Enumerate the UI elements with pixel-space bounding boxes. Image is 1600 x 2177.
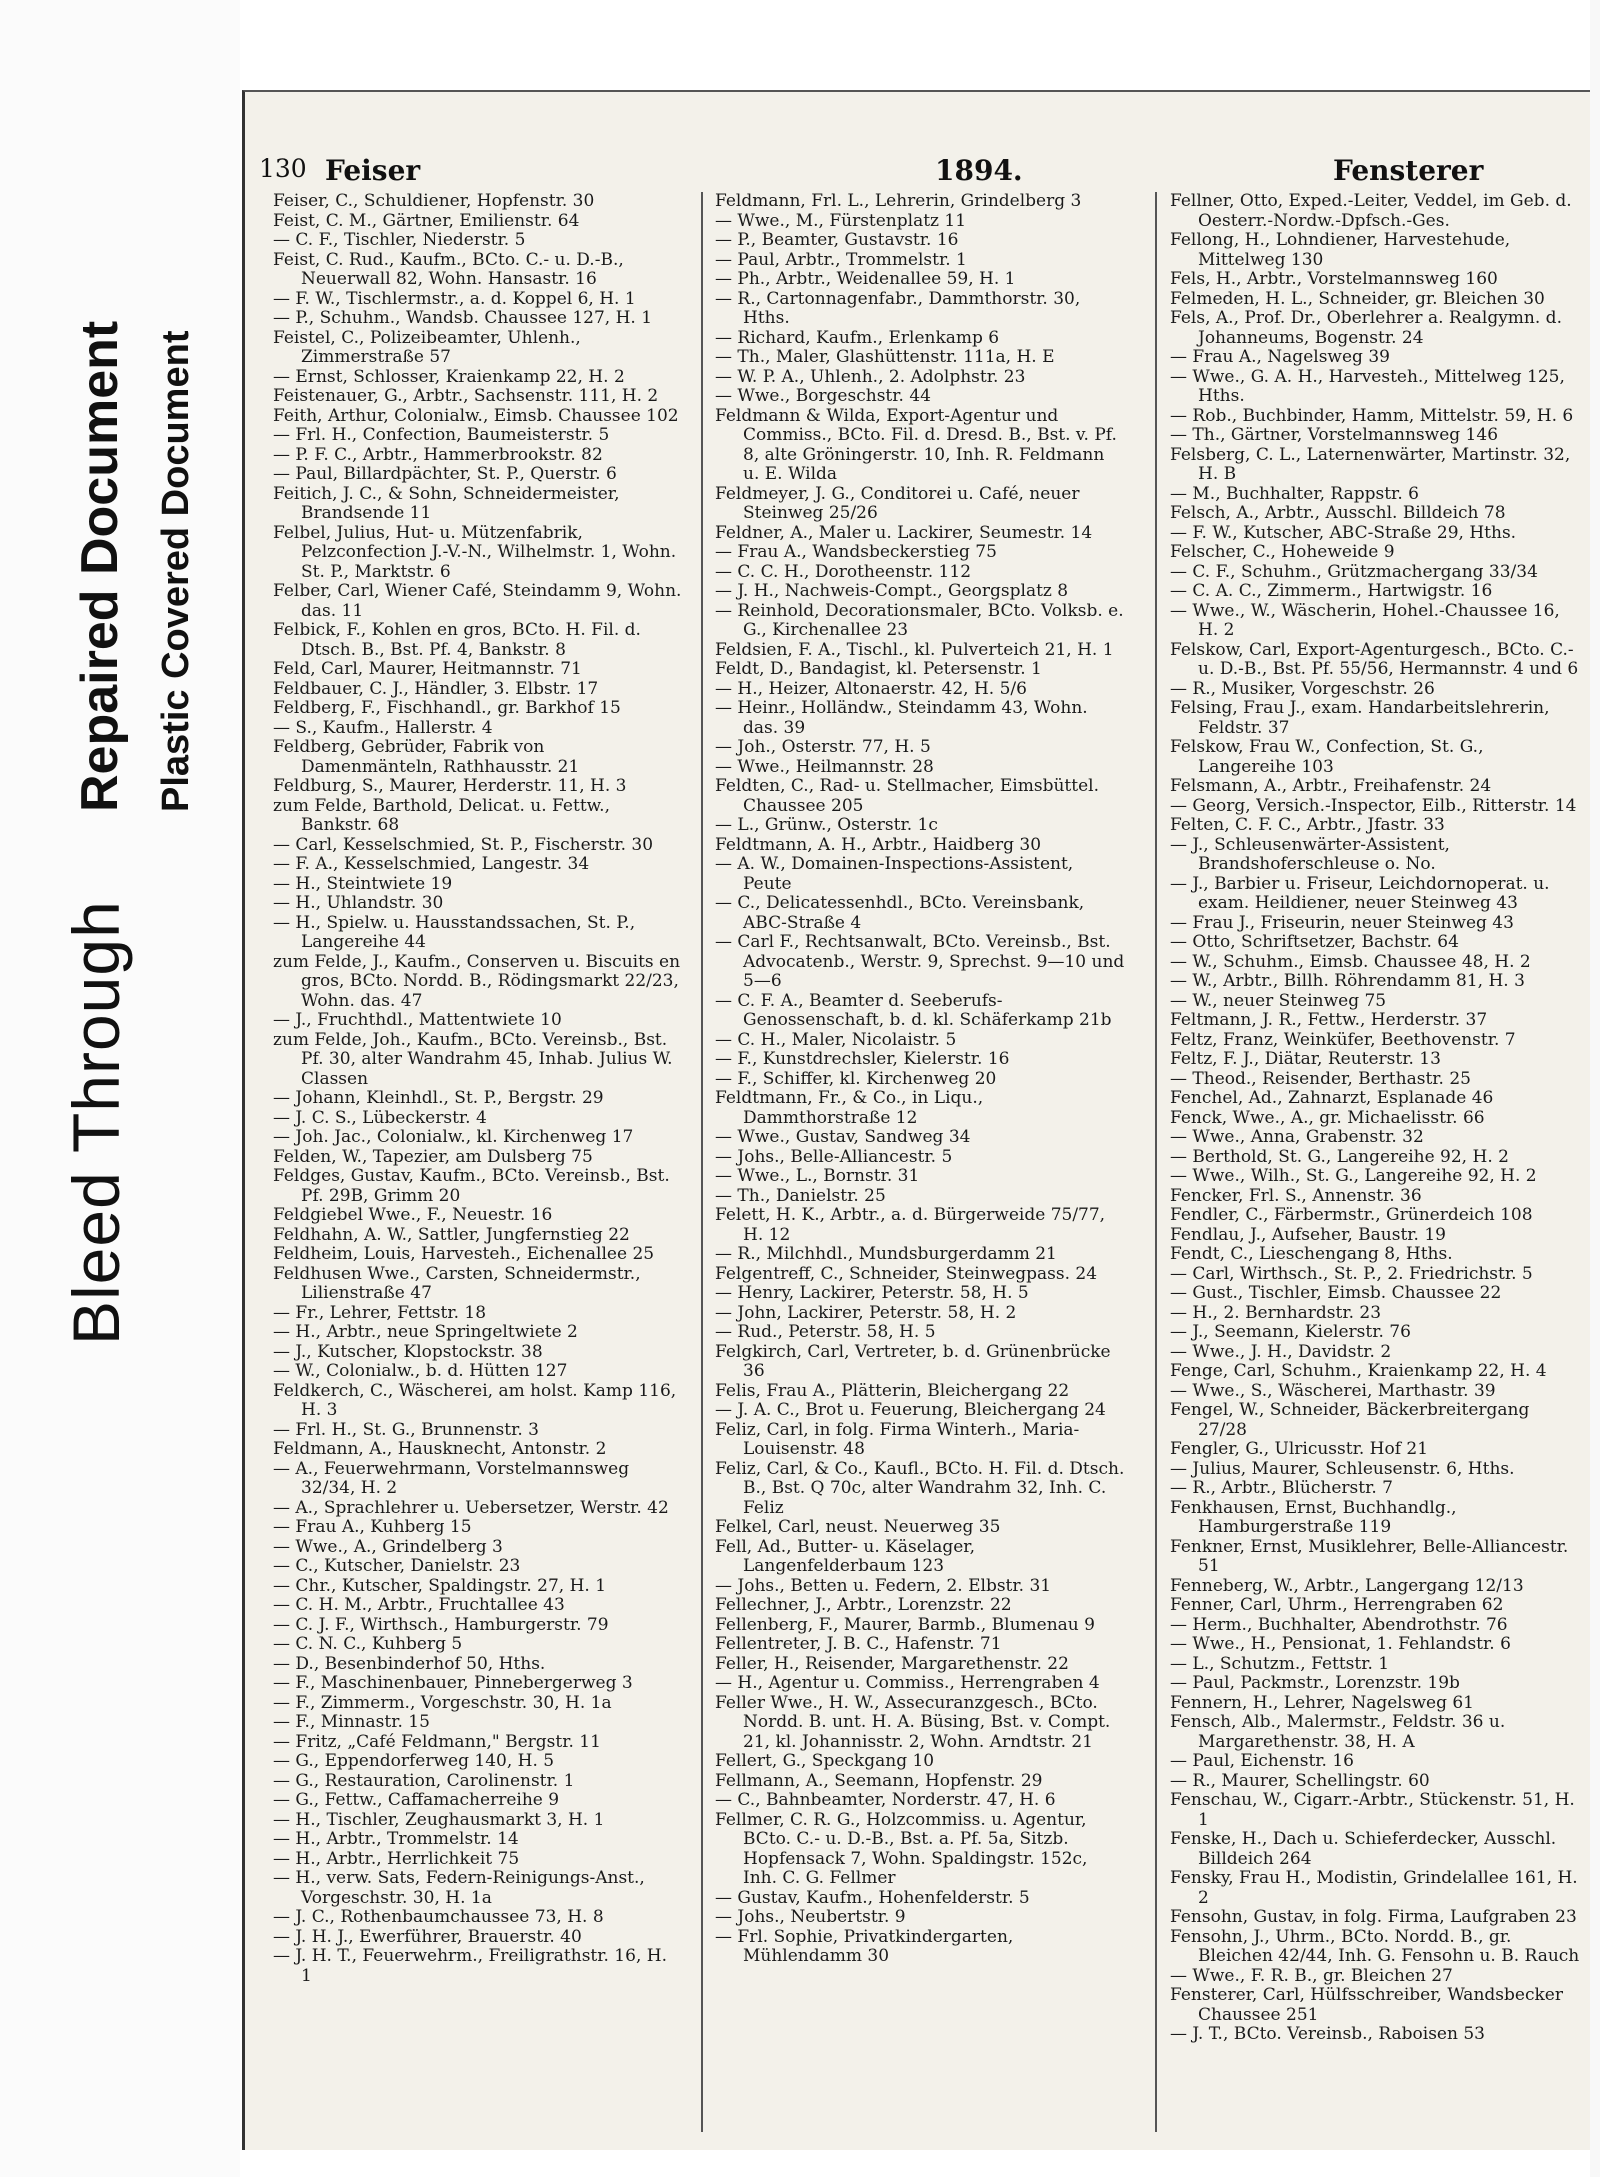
directory-entry: — Wwe., W., Wäscherin, Hohel.-Chaussee 16, H. 2 — [1170, 600, 1560, 640]
directory-entry: — W. P. A., Uhlenh., 2. Adolphstr. 23 — [715, 366, 1026, 387]
directory-entry: — H., Arbtr., Herrlichkeit 75 — [273, 1848, 520, 1869]
directory-entry: Feltz, F. J., Diätar, Reuterstr. 13 — [1170, 1049, 1441, 1069]
directory-entry: Felten, C. F. C., Arbtr., Jfastr. 33 — [1170, 815, 1445, 835]
directory-entry: — Herm., Buchhalter, Abendrothstr. 76 — [1170, 1614, 1508, 1635]
directory-entry: — L., Grünw., Osterstr. 1c — [715, 815, 938, 835]
directory-entry: Feldtmann, A. H., Arbtr., Haidberg 30 — [715, 834, 1042, 855]
directory-entry: — R., Cartonnagenfabr., Dammthorstr. 30, Hths. — [715, 288, 1081, 328]
directory-entry: Felbick, F., Kohlen en gros, BCto. H. Fil. d. Dtsch. B., Bst. Pf. 4, Bankstr. 8 — [273, 620, 641, 660]
directory-entry: Fensky, Frau H., Modistin, Grindelallee 161, H. 2 — [1170, 1868, 1578, 1908]
directory-entry: — J. H., Nachweis-Compt., Georgsplatz 8 — [715, 581, 1069, 601]
directory-entry: Fenchel, Ad., Zahnarzt, Esplanade 46 — [1170, 1088, 1494, 1108]
directory-entry: — A. W., Domainen-Inspections-Assistent, Peute — [715, 854, 1074, 894]
directory-entry: — H., Spielw. u. Hausstandssachen, St. P., Langereihe 44 — [273, 912, 636, 952]
directory-entry: Feldges, Gustav, Kaufm., BCto. Vereinsb., Bst. Pf. 29B, Grimm 20 — [273, 1166, 670, 1206]
directory-entry: Felsing, Frau J., exam. Handarbeitslehrerin, Feldstr. 37 — [1170, 698, 1550, 738]
directory-entry: Feistel, C., Polizeibeamter, Uhlenh., Zimmerstraße 57 — [273, 327, 581, 367]
directory-entry: — Wwe., L., Bornstr. 31 — [715, 1166, 920, 1186]
directory-entry: — C. A. C., Zimmerm., Hartwigstr. 16 — [1170, 581, 1493, 601]
page-header — [245, 92, 1590, 187]
directory-entry: — Johs., Betten u. Federn, 2. Elbstr. 31 — [715, 1575, 1052, 1596]
directory-entry: — Wwe., Borgeschstr. 44 — [715, 386, 931, 406]
directory-entry: Fellmann, A., Seemann, Hopfenstr. 29 — [715, 1770, 1043, 1791]
directory-entry: — C. F. A., Beamter d. Seeberufs-Genossenschaft, b. d. kl. Schäferkamp 21b — [715, 990, 1112, 1030]
directory-entry: — J. T., BCto. Vereinsb., Raboisen 53 — [1170, 2024, 1485, 2044]
right-keyword: Fensterer — [1333, 154, 1484, 187]
directory-entry: Fenkner, Ernst, Musiklehrer, Belle-Alliancestr. 51 — [1170, 1536, 1569, 1576]
directory-entry: — Reinhold, Decorationsmaler, BCto. Volksb. e. G., Kirchenallee 23 — [715, 600, 1124, 640]
directory-entry: Feith, Arthur, Colonialw., Eimsb. Chaussee 102 — [273, 405, 679, 426]
directory-column-1 — [273, 192, 683, 1986]
directory-entry: — Chr., Kutscher, Spaldingstr. 27, H. 1 — [273, 1575, 607, 1596]
directory-entry: — C. F., Tischler, Niederstr. 5 — [273, 230, 526, 250]
directory-entry: Fengler, G., Ulricusstr. Hof 21 — [1170, 1439, 1429, 1459]
directory-entry: Felbel, Julius, Hut- u. Mützenfabrik, Pelzconfection J.-V.-N., Wilhelmstr. 1, Wohn. St. P., Marktstr. 6 — [273, 522, 677, 582]
directory-entry: Fengel, W., Schneider, Bäckerbreitergang 27/28 — [1170, 1400, 1530, 1440]
directory-entry: — W., Colonialw., b. d. Hütten 127 — [273, 1361, 568, 1381]
directory-entry: Fensterer, Carl, Hülfsschreiber, Wandsbecker Chaussee 251 — [1170, 1985, 1563, 2025]
directory-entry: — C. H., Maler, Nicolaistr. 5 — [715, 1029, 957, 1050]
directory-entry: — Th., Danielstr. 25 — [715, 1185, 886, 1206]
directory-entry: Feller, H., Reisender, Margarethenstr. 22 — [715, 1653, 1069, 1674]
directory-entry: — Rud., Peterstr. 58, H. 5 — [715, 1322, 936, 1342]
directory-entry: — Wwe., J. H., Davidstr. 2 — [1170, 1341, 1392, 1362]
directory-entry: — Fritz, „Café Feldmann," Bergstr. 11 — [273, 1731, 601, 1752]
directory-entry: — S., Kaufm., Hallerstr. 4 — [273, 717, 493, 738]
directory-entry: — J. C., Rothenbaumchaussee 73, H. 8 — [273, 1907, 604, 1927]
directory-entry: Felber, Carl, Wiener Café, Steindamm 9, Wohn. das. 11 — [273, 581, 682, 621]
directory-entry: — A., Sprachlehrer u. Uebersetzer, Werstr. 42 — [273, 1497, 669, 1518]
directory-entry: — Johann, Kleinhdl., St. P., Bergstr. 29 — [273, 1088, 604, 1108]
directory-entry: Feist, C. Rud., Kaufm., BCto. C.- u. D.-B., Neuerwall 82, Wohn. Hansastr. 16 — [273, 249, 624, 289]
directory-entry: Feltz, Franz, Weinküfer, Beethovenstr. 7 — [1170, 1029, 1516, 1050]
directory-entry: Feldt, D., Bandagist, kl. Petersenstr. 1 — [715, 659, 1042, 679]
directory-entry: Feld, Carl, Maurer, Heitmannstr. 71 — [273, 659, 582, 679]
directory-entry: — P. F. C., Arbtr., Hammerbrookstr. 82 — [273, 444, 603, 465]
directory-entry: — F., Maschinenbauer, Pinnebergerweg 3 — [273, 1673, 633, 1693]
directory-entry: — Wwe., Gustav, Sandweg 34 — [715, 1127, 971, 1147]
directory-entry: Feldmann & Wilda, Export-Agentur und Commiss., BCto. Fil. d. Dresd. B., Bst. v. Pf. 8, alte Gröningerstr. 10, Inh. R. Feldmann u. E. Wilda — [715, 405, 1117, 484]
directory-entry: Fendlau, J., Aufseher, Baustr. 19 — [1170, 1224, 1447, 1245]
directory-entry: — Wwe., G. A. H., Harvesteh., Mittelweg 125, Hths. — [1170, 366, 1565, 406]
directory-entry: Feldmann, A., Hausknecht, Antonstr. 2 — [273, 1439, 607, 1459]
directory-entry: Feldsien, F. A., Tischl., kl. Pulverteich 21, H. 1 — [715, 639, 1114, 660]
directory-entry: Feldheim, Louis, Harvesteh., Eichenallee 25 — [273, 1244, 655, 1264]
directory-entry: — C., Bahnbeamter, Norderstr. 47, H. 6 — [715, 1790, 1056, 1810]
directory-entry: Felsch, A., Arbtr., Ausschl. Billdeich 78 — [1170, 503, 1506, 523]
directory-entry: Feller Wwe., H. W., Assecuranzgesch., BCto. Nordd. B. unt. H. A. Büsing, Bst. v. Compt. 21, kl. Johannisstr. 2, Wohn. Arndtstr. 21 — [715, 1692, 1111, 1752]
directory-entry: — J., Fruchthdl., Mattentwiete 10 — [273, 1010, 562, 1030]
label-repaired-document: Repaired Document — [71, 320, 129, 812]
directory-entry: — C., Delicatessenhdl., BCto. Vereinsbank, ABC-Straße 4 — [715, 893, 1085, 933]
directory-entry: — F. W., Tischlermstr., a. d. Koppel 6, H. 1 — [273, 288, 636, 309]
directory-entry: — C. C. H., Dorotheenstr. 112 — [715, 561, 972, 582]
directory-entry: — H., Arbtr., Trommelstr. 14 — [273, 1829, 519, 1849]
directory-entry: Fenkhausen, Ernst, Buchhandlg., Hamburgerstraße 119 — [1170, 1497, 1457, 1537]
directory-entry: Feldberg, F., Fischhandl., gr. Barkhof 15 — [273, 698, 621, 718]
directory-entry: zum Felde, Joh., Kaufm., BCto. Vereinsb., Bst. Pf. 30, alter Wandrahm 45, Inhab. Julius W. Classen — [273, 1029, 673, 1089]
directory-entry: — Frau A., Nagelsweg 39 — [1170, 347, 1390, 367]
directory-entry: Feldhahn, A. W., Sattler, Jungfernstieg 22 — [273, 1224, 630, 1245]
directory-entry: — G., Restauration, Carolinenstr. 1 — [273, 1770, 575, 1791]
directory-entry: Feliz, Carl, in folg. Firma Winterh., Maria-Louisenstr. 48 — [715, 1419, 1080, 1459]
directory-entry: — Fr., Lehrer, Fettstr. 18 — [273, 1302, 487, 1323]
directory-entry: — Theod., Reisender, Berthastr. 25 — [1170, 1068, 1471, 1089]
directory-entry: — H., Tischler, Zeughausmarkt 3, H. 1 — [273, 1809, 605, 1830]
directory-entry: — Gustav, Kaufm., Hohenfelderstr. 5 — [715, 1887, 1030, 1908]
directory-entry: — M., Buchhalter, Rappstr. 6 — [1170, 483, 1419, 504]
directory-entry: — W., Arbtr., Billh. Röhrendamm 81, H. 3 — [1170, 971, 1525, 991]
directory-entry: — Frl. Sophie, Privatkindergarten, Mühlendamm 30 — [715, 1926, 1014, 1966]
directory-entry: — J. H. T., Feuerwehrm., Freiligrathstr. 16, H. 1 — [273, 1946, 667, 1986]
directory-entry: — H., Arbtr., neue Springeltwiete 2 — [273, 1322, 578, 1342]
directory-entry: — G., Fettw., Caffamacherreihe 9 — [273, 1790, 560, 1810]
directory-entry: — H., Steintwiete 19 — [273, 873, 453, 894]
directory-entry: — H., Uhlandstr. 30 — [273, 893, 444, 913]
directory-entry: Felscher, C., Hoheweide 9 — [1170, 542, 1395, 562]
directory-entry: — Carl, Wirthsch., St. P., 2. Friedrichstr. 5 — [1170, 1263, 1533, 1284]
directory-entry: — John, Lackirer, Peterstr. 58, H. 2 — [715, 1302, 1017, 1323]
directory-entry: Fellong, H., Lohndiener, Harvestehude, Mittelweg 130 — [1170, 230, 1511, 270]
directory-entry: Felden, W., Tapezier, am Dulsberg 75 — [273, 1146, 593, 1167]
directory-entry: Fensohn, Gustav, in folg. Firma, Laufgraben 23 — [1170, 1907, 1577, 1927]
directory-entry: — Paul, Packmstr., Lorenzstr. 19b — [1170, 1673, 1460, 1693]
directory-entry: Feiser, C., Schuldiener, Hopfenstr. 30 — [273, 191, 595, 211]
directory-entry: — Wwe., F. R. B., gr. Bleichen 27 — [1170, 1965, 1453, 1986]
directory-entry: Fenneberg, W., Arbtr., Langergang 12/13 — [1170, 1575, 1524, 1596]
directory-entry: — Wwe., Wilh., St. G., Langereihe 92, H. 2 — [1170, 1166, 1537, 1186]
directory-entry: — F. A., Kesselschmied, Langestr. 34 — [273, 854, 590, 874]
directory-entry: Felsmann, A., Arbtr., Freihafenstr. 24 — [1170, 776, 1492, 796]
directory-entry: Fendler, C., Färbermstr., Grünerdeich 108 — [1170, 1205, 1533, 1225]
directory-entry: Fellentreter, J. B. C., Hafenstr. 71 — [715, 1634, 1002, 1654]
directory-entry: — P., Schuhm., Wandsb. Chaussee 127, H. 1 — [273, 308, 653, 328]
directory-entry: — Frau A., Wandsbeckerstieg 75 — [715, 542, 997, 562]
directory-entry: — C. F., Schuhm., Grützmachergang 33/34 — [1170, 561, 1538, 582]
directory-entry: — D., Besenbinderhof 50, Hths. — [273, 1653, 546, 1674]
directory-entry: Feldburg, S., Maurer, Herderstr. 11, H. 3 — [273, 776, 627, 796]
directory-entry: — F., Minnastr. 15 — [273, 1712, 430, 1732]
directory-entry: Fendt, C., Lieschengang 8, Hths. — [1170, 1244, 1453, 1264]
directory-entry: — L., Schutzm., Fettstr. 1 — [1170, 1653, 1390, 1674]
directory-entry: — Johs., Belle-Alliancestr. 5 — [715, 1146, 953, 1167]
directory-entry: — J., Seemann, Kielerstr. 76 — [1170, 1322, 1411, 1342]
directory-entry: — C. H. M., Arbtr., Fruchtallee 43 — [273, 1595, 565, 1615]
directory-entry: Fellert, G., Speckgang 10 — [715, 1751, 935, 1771]
directory-entry: Feldkerch, C., Wäscherei, am holst. Kamp 116, H. 3 — [273, 1380, 677, 1420]
directory-page — [242, 90, 1590, 2150]
directory-entry: Felgentreff, C., Schneider, Steinwegpass. 24 — [715, 1263, 1098, 1284]
directory-entry: — Ernst, Schlosser, Kraienkamp 22, H. 2 — [273, 366, 625, 387]
directory-entry: Fels, H., Arbtr., Vorstelmannsweg 160 — [1170, 269, 1498, 289]
directory-entry: — Otto, Schriftsetzer, Bachstr. 64 — [1170, 932, 1459, 952]
directory-entry: Feldner, A., Maler u. Lackirer, Seumestr. 14 — [715, 522, 1093, 543]
directory-entry: — C. J. F., Wirthsch., Hamburgerstr. 79 — [273, 1614, 609, 1635]
directory-entry: — J. A. C., Brot u. Feuerung, Bleichergang 24 — [715, 1400, 1106, 1420]
directory-entry: — R., Milchhdl., Mundsburgerdamm 21 — [715, 1244, 1057, 1264]
directory-entry: — Henry, Lackirer, Peterstr. 58, H. 5 — [715, 1283, 1029, 1303]
directory-entry: — Wwe., H., Pensionat, 1. Fehlandstr. 6 — [1170, 1634, 1511, 1654]
directory-entry: — Wwe., Heilmannstr. 28 — [715, 756, 934, 777]
directory-entry: — Paul, Eichenstr. 16 — [1170, 1751, 1354, 1771]
directory-entry: Feldgiebel Wwe., F., Neuestr. 16 — [273, 1205, 553, 1225]
directory-entry: Felskow, Carl, Export-Agenturgesch., BCto. C.- u. D.-B., Bst. Pf. 55/56, Hermannstr. 4 und 6 — [1170, 639, 1579, 679]
directory-entry: Fencker, Frl. S., Annenstr. 36 — [1170, 1185, 1422, 1206]
year: 1894. — [935, 154, 1023, 187]
directory-entry: Fenner, Carl, Uhrm., Herrengraben 62 — [1170, 1595, 1504, 1615]
directory-entry: Fellenberg, F., Maurer, Barmb., Blumenau 9 — [715, 1614, 1095, 1635]
directory-entry: — G., Eppendorferweg 140, H. 5 — [273, 1751, 555, 1771]
directory-entry: — Julius, Maurer, Schleusenstr. 6, Hths. — [1170, 1458, 1515, 1479]
label-plastic-covered: Plastic Covered Document — [155, 330, 197, 812]
directory-entry: — Paul, Billardpächter, St. P., Querstr. 6 — [273, 464, 617, 484]
directory-entry: Feist, C. M., Gärtner, Emilienstr. 64 — [273, 210, 580, 231]
directory-entry: — H., Heizer, Altonaerstr. 42, H. 5/6 — [715, 678, 1027, 699]
directory-entry: — Johs., Neubertstr. 9 — [715, 1907, 906, 1927]
directory-entry: Fenge, Carl, Schuhm., Kraienkamp 22, H. 4 — [1170, 1361, 1547, 1381]
directory-entry: Feitich, J. C., & Sohn, Schneidermeister, Brandsende 11 — [273, 483, 620, 523]
directory-entry: — Paul, Arbtr., Trommelstr. 1 — [715, 249, 967, 270]
directory-entry: — Wwe., S., Wäscherei, Marthastr. 39 — [1170, 1380, 1496, 1401]
column-divider — [1155, 192, 1157, 2132]
directory-entry: Fell, Ad., Butter- u. Käselager, Langenfelderbaum 123 — [715, 1536, 975, 1576]
directory-column-2 — [715, 192, 1125, 1967]
directory-entry: Felsberg, C. L., Laternenwärter, Martinstr. 32, H. B — [1170, 444, 1571, 484]
directory-entry: Felgkirch, Carl, Vertreter, b. d. Grünenbrücke 36 — [715, 1341, 1111, 1381]
left-keyword: Feiser — [325, 154, 421, 187]
directory-entry: Feliz, Carl, & Co., Kaufl., BCto. H. Fil. d. Dtsch. B., Bst. Q 70c, alter Wandrahm 32, Inh. C. Feliz — [715, 1458, 1125, 1518]
directory-entry: Felkel, Carl, neust. Neuerweg 35 — [715, 1517, 1001, 1537]
directory-entry: Felskow, Frau W., Confection, St. G., Langereihe 103 — [1170, 737, 1484, 777]
directory-entry: — J. H. J., Ewerführer, Brauerstr. 40 — [273, 1926, 582, 1947]
directory-entry: Fensch, Alb., Malermstr., Feldstr. 36 u. Margarethenstr. 38, H. A — [1170, 1712, 1506, 1752]
directory-entry: — C. N. C., Kuhberg 5 — [273, 1634, 463, 1654]
directory-entry: Feldtmann, Fr., & Co., in Liqu., Dammthorstraße 12 — [715, 1088, 984, 1128]
directory-entry: Felis, Frau A., Plätterin, Bleichergang 22 — [715, 1380, 1070, 1401]
directory-entry: — Joh. Jac., Colonialw., kl. Kirchenweg 17 — [273, 1127, 634, 1147]
directory-column-3 — [1170, 192, 1580, 2045]
directory-entry: Felmeden, H. L., Schneider, gr. Bleichen 30 — [1170, 288, 1545, 309]
directory-entry: — R., Arbtr., Blücherstr. 7 — [1170, 1478, 1393, 1498]
directory-entry: Feldmeyer, J. G., Conditorei u. Café, neuer Steinweg 25/26 — [715, 483, 1080, 523]
directory-entry: — Joh., Osterstr. 77, H. 5 — [715, 737, 931, 757]
directory-entry: — F., Schiffer, kl. Kirchenweg 20 — [715, 1068, 997, 1089]
directory-entry: — J. C. S., Lübeckerstr. 4 — [273, 1107, 487, 1128]
column-divider — [701, 192, 703, 2132]
directory-entry: — Georg, Versich.-Inspector, Eilb., Ritterstr. 14 — [1170, 795, 1577, 816]
directory-entry: Fenck, Wwe., A., gr. Michaelisstr. 66 — [1170, 1107, 1485, 1128]
directory-entry: — J., Barbier u. Friseur, Leichdornoperat. u. exam. Heildiener, neuer Steinweg 43 — [1170, 873, 1550, 913]
directory-entry: — H., 2. Bernhardstr. 23 — [1170, 1302, 1382, 1323]
directory-entry: — H., Agentur u. Commiss., Herrengraben 4 — [715, 1673, 1100, 1693]
directory-entry: Felett, H. K., Arbtr., a. d. Bürgerweide 75/77, H. 12 — [715, 1205, 1106, 1245]
directory-entry: — F. W., Kutscher, ABC-Straße 29, Hths. — [1170, 522, 1517, 543]
directory-entry: — R., Musiker, Vorgeschstr. 26 — [1170, 678, 1435, 699]
directory-entry: — Wwe., Anna, Grabenstr. 32 — [1170, 1127, 1424, 1147]
directory-entry: zum Felde, J., Kaufm., Conserven u. Biscuits en gros, BCto. Nordd. B., Rödingsmarkt 22/23, Wohn. das. 47 — [273, 951, 681, 1011]
directory-entry: — Gust., Tischler, Eimsb. Chaussee 22 — [1170, 1283, 1502, 1303]
label-bleed-through: Bleed Through — [59, 900, 133, 1345]
directory-entry: — Frl. H., St. G., Brunnenstr. 3 — [273, 1419, 539, 1440]
directory-entry: Fellner, Otto, Exped.-Leiter, Veddel, im Geb. d. Oesterr.-Nordw.-Dpfsch.-Ges. — [1170, 191, 1572, 231]
directory-entry: — Heinr., Holländw., Steindamm 43, Wohn. das. 39 — [715, 698, 1088, 738]
directory-entry: Feldhusen Wwe., Carsten, Schneidermstr., Lilienstraße 47 — [273, 1263, 641, 1303]
document-labels — [0, 0, 240, 2177]
directory-entry: Feldberg, Gebrüder, Fabrik von Damenmänteln, Rathhausstr. 21 — [273, 737, 580, 777]
directory-entry: — C., Kutscher, Danielstr. 23 — [273, 1556, 521, 1576]
directory-entry: — Carl F., Rechtsanwalt, BCto. Vereinsb., Bst. Advocatenb., Werstr. 9, Sprechst. 9—10 und 5—6 — [715, 932, 1125, 991]
directory-entry: Fenschau, W., Cigarr.-Arbtr., Stückenstr. 51, H. 1 — [1170, 1790, 1575, 1830]
directory-entry: Feistenauer, G., Arbtr., Sachsenstr. 111, H. 2 — [273, 386, 659, 406]
directory-entry: — R., Maurer, Schellingstr. 60 — [1170, 1770, 1430, 1791]
directory-entry: Fennern, H., Lehrer, Nagelsweg 61 — [1170, 1692, 1474, 1713]
directory-entry: — Th., Maler, Glashüttenstr. 111a, H. E — [715, 347, 1055, 367]
directory-entry: — P., Beamter, Gustavstr. 16 — [715, 230, 959, 250]
directory-entry: — Ph., Arbtr., Weidenallee 59, H. 1 — [715, 269, 1016, 289]
directory-entry: — H., verw. Sats, Federn-Reinigungs-Anst., Vorgeschstr. 30, H. 1a — [273, 1868, 645, 1908]
directory-entry: — Frau A., Kuhberg 15 — [273, 1517, 472, 1537]
directory-entry: Feltmann, J. R., Fettw., Herderstr. 37 — [1170, 1010, 1488, 1030]
directory-entry: Fensohn, J., Uhrm., BCto. Nordd. B., gr. Bleichen 42/44, Inh. G. Fensohn u. B. Rauch — [1170, 1926, 1580, 1966]
directory-entry: — Carl, Kesselschmied, St. P., Fischerstr. 30 — [273, 834, 654, 855]
directory-entry: — Rob., Buchbinder, Hamm, Mittelstr. 59, H. 6 — [1170, 405, 1574, 426]
directory-entry: Feldbauer, C. J., Händler, 3. Elbstr. 17 — [273, 678, 599, 699]
directory-entry: — F., Kunstdrechsler, Kielerstr. 16 — [715, 1049, 1010, 1069]
directory-entry: Feldten, C., Rad- u. Stellmacher, Eimsbüttel. Chaussee 205 — [715, 776, 1099, 816]
directory-entry: — W., Schuhm., Eimsb. Chaussee 48, H. 2 — [1170, 951, 1531, 972]
directory-entry: — Wwe., M., Fürstenplatz 11 — [715, 210, 967, 231]
directory-entry: — Berthold, St. G., Langereihe 92, H. 2 — [1170, 1146, 1509, 1167]
directory-entry: — Richard, Kaufm., Erlenkamp 6 — [715, 327, 1000, 348]
directory-entry: Fenske, H., Dach u. Schieferdecker, Ausschl. Billdeich 264 — [1170, 1829, 1557, 1869]
directory-entry: zum Felde, Barthold, Delicat. u. Fettw., Bankstr. 68 — [273, 795, 610, 835]
directory-entry: — Wwe., A., Grindelberg 3 — [273, 1536, 503, 1557]
page-number: 130 — [259, 154, 307, 183]
directory-entry: Fels, A., Prof. Dr., Oberlehrer a. Realgymn. d. Johanneums, Bogenstr. 24 — [1170, 308, 1562, 348]
directory-entry: — Th., Gärtner, Vorstelmannsweg 146 — [1170, 425, 1499, 445]
directory-entry: — W., neuer Steinweg 75 — [1170, 990, 1387, 1011]
directory-entry: — Frau J., Friseurin, neuer Steinweg 43 — [1170, 912, 1514, 933]
directory-entry: Fellmer, C. R. G., Holzcommiss. u. Agentur, BCto. C.- u. D.-B., Bst. a. Pf. 5a, Sitzb. Hopfensack 7, Wohn. Spaldingstr. 152c, Inh. C. G. Fellmer — [715, 1809, 1088, 1888]
directory-entry: — J., Schleusenwärter-Assistent, Brandshoferschleuse o. No. — [1170, 834, 1450, 874]
directory-entry: — A., Feuerwehrmann, Vorstelmannsweg 32/34, H. 2 — [273, 1458, 630, 1498]
directory-entry: — J., Kutscher, Klopstockstr. 38 — [273, 1341, 543, 1362]
directory-entry: — Frl. H., Confection, Baumeisterstr. 5 — [273, 425, 610, 445]
directory-entry: — F., Zimmerm., Vorgeschstr. 30, H. 1a — [273, 1692, 612, 1713]
scanner-edge — [1590, 0, 1600, 2177]
directory-entry: Feldmann, Frl. L., Lehrerin, Grindelberg 3 — [715, 191, 1082, 211]
directory-entry: Fellechner, J., Arbtr., Lorenzstr. 22 — [715, 1595, 1012, 1615]
